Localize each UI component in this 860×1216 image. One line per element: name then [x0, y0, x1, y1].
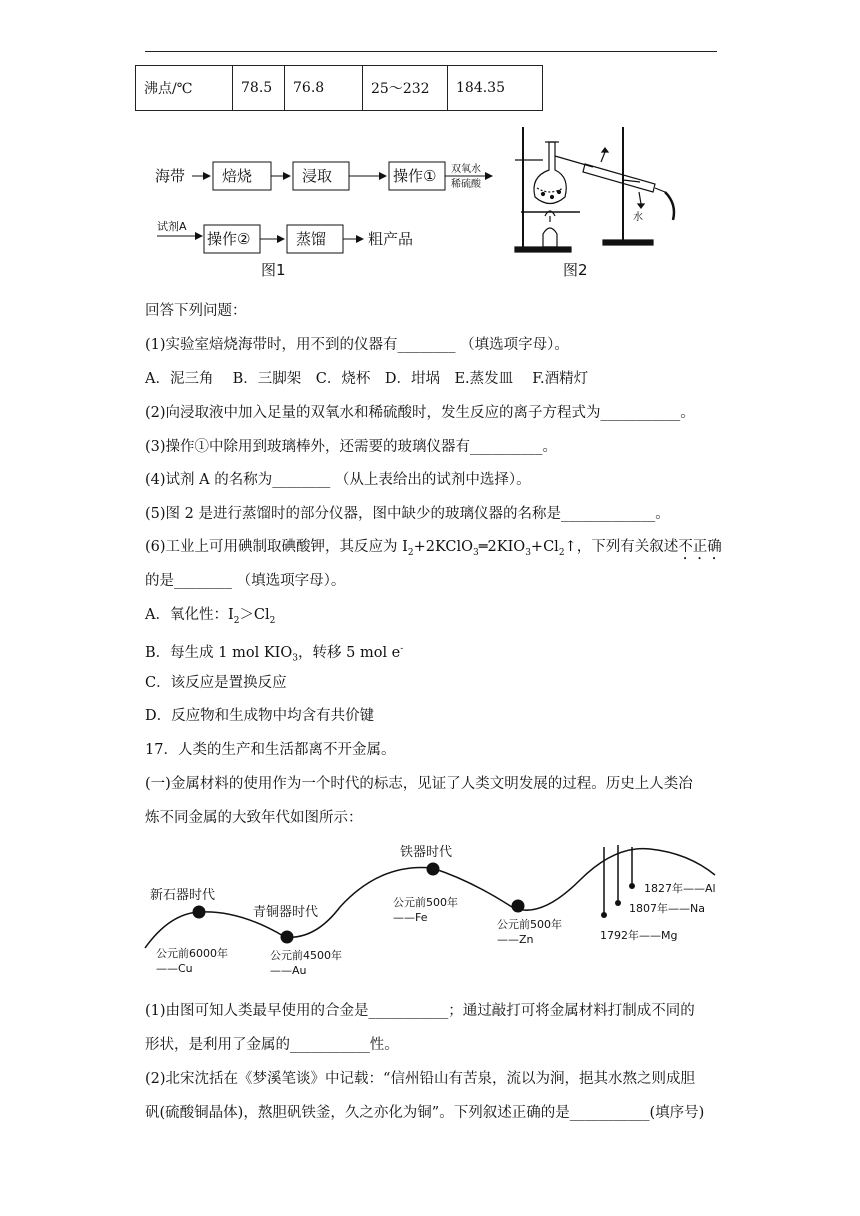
- q16-question-3: (3)操作①中除用到玻璃棒外，还需要的玻璃仪器有__________。: [145, 439, 558, 455]
- q17-title: 17．人类的生产和生活都离不开金属。: [145, 742, 396, 758]
- flow-step-1: 焙烧: [222, 167, 253, 185]
- table-cell: 76.8: [285, 66, 363, 111]
- figure-1-caption: 图1: [261, 261, 286, 279]
- q16-option-b: B．每生成 1 mol $KIO_3$，转移 5 mol e-: [145, 644, 404, 664]
- q16-option-c: C．该反应是置换反应: [145, 675, 287, 691]
- timeline-year: 公元前500年: [497, 918, 562, 931]
- timeline-year: 公元前6000年: [156, 947, 228, 960]
- q17-part1-line2: 炼不同金属的大致年代如图所示：: [145, 810, 363, 826]
- flow-step-3: 操作①: [393, 167, 437, 185]
- q16-question-6: (6)工业上可用碘制取碘酸钾，其反应为 $I_2+2KClO_3═2KIO_3+Cl_2↑$，下列有关叙述不正确: [145, 539, 722, 558]
- timeline-metal: ——Au: [270, 964, 307, 977]
- stand-base: [603, 240, 653, 245]
- timeline-modern: 1792年——Mg: [600, 929, 678, 942]
- table-cell: 78.5: [233, 66, 285, 111]
- q16-intro: 回答下列问题：: [145, 303, 247, 319]
- timeline-metal: ——Fe: [393, 911, 428, 924]
- timeline-year: 公元前4500年: [270, 949, 342, 962]
- water-label: 水: [633, 212, 643, 223]
- flow-start: 海带: [155, 167, 186, 185]
- figure-2-apparatus: [505, 122, 705, 287]
- table-row: [136, 66, 543, 111]
- figure-2-caption: 图2: [563, 261, 588, 279]
- q17-question-1-line1: (1)由图可知人类最早使用的合金是___________；通过敲打可将金属材料打制成不同的: [145, 1003, 695, 1019]
- flow-step-4: 操作②: [207, 230, 251, 248]
- boiling-point-table: [135, 65, 543, 111]
- timeline-metal: ——Zn: [497, 933, 534, 946]
- q17-part1-line1: (一)金属材料的使用作为一个时代的标志，见证了人类文明发展的过程。历史上人类冶: [145, 776, 693, 792]
- table-cell: 184.35: [448, 66, 543, 111]
- q17-question-2-line1: (2)北宋沈括在《梦溪笔谈》中记载：“信州铅山有苦泉，流以为涧，挹其水熬之则成胆: [145, 1071, 695, 1087]
- timeline-modern: 1807年——Na: [629, 902, 705, 915]
- q16-question-6-line2: 的是________ （填选项字母）。: [145, 573, 346, 589]
- flask-icon: [534, 142, 566, 204]
- emphasis-text: 不正确: [678, 539, 722, 555]
- flow-end: 粗产品: [368, 230, 414, 248]
- q17-question-2-line2: 矾(硫酸铜晶体)，熬胆矾铁釜，久之亦化为铜”。下列叙述正确的是___________(填序号): [145, 1105, 705, 1121]
- q16-option-a: A．氧化性：$I_2>Cl_2$: [145, 607, 276, 626]
- era-label-iron: 铁器时代: [400, 845, 453, 860]
- timeline-point: [427, 863, 440, 876]
- q16-question-1: (1)实验室焙烧海带时，用不到的仪器有________ （填选项字母）。: [145, 337, 569, 353]
- reagent-a: 试剂A: [157, 220, 187, 233]
- era-label-neolithic: 新石器时代: [150, 888, 216, 903]
- timeline-point: [193, 906, 206, 919]
- table-cell: 25～232: [363, 66, 448, 111]
- timeline-point: [512, 900, 525, 913]
- reagent-top: 双氧水: [451, 164, 481, 175]
- figure-1-flowchart: [140, 150, 510, 285]
- header-rule: [145, 51, 717, 52]
- flow-step-2: 浸取: [302, 167, 333, 185]
- flow-step-5: 蒸馏: [296, 230, 327, 248]
- reagent-bottom: 稀硫酸: [451, 179, 481, 190]
- timeline-year: 公元前500年: [393, 896, 458, 909]
- q16-option-d: D．反应物和生成物中均含有共价键: [145, 708, 375, 724]
- timeline-point: [629, 883, 635, 889]
- timeline-point: [601, 912, 607, 918]
- q16-options-1: A．泥三角 B．三脚架 C．烧杯 D．坩埚 E.蒸发皿 F.酒精灯: [145, 371, 589, 387]
- timeline-point: [281, 931, 294, 944]
- q16-question-4: (4)试剂 A 的名称为________ （从上表给出的试剂中选择）。: [145, 472, 531, 488]
- era-label-bronze: 青铜器时代: [253, 905, 319, 920]
- metal-timeline: [140, 835, 730, 985]
- table-row-label: 沸点/℃: [136, 66, 233, 111]
- timeline-modern: 1827年——Al: [644, 882, 716, 895]
- q16-question-2: (2)向浸取液中加入足量的双氧水和稀硫酸时，发生反应的离子方程式为___________。: [145, 405, 695, 421]
- lamp-icon: [543, 228, 557, 247]
- q17-question-1-line2: 形状，是利用了金属的___________性。: [145, 1037, 399, 1053]
- timeline-metal: ——Cu: [156, 962, 193, 975]
- q16-question-5: (5)图 2 是进行蒸馏时的部分仪器，图中缺少的玻璃仪器的名称是_____________。: [145, 506, 670, 522]
- condenser-icon: [583, 164, 655, 192]
- timeline-point: [615, 900, 621, 906]
